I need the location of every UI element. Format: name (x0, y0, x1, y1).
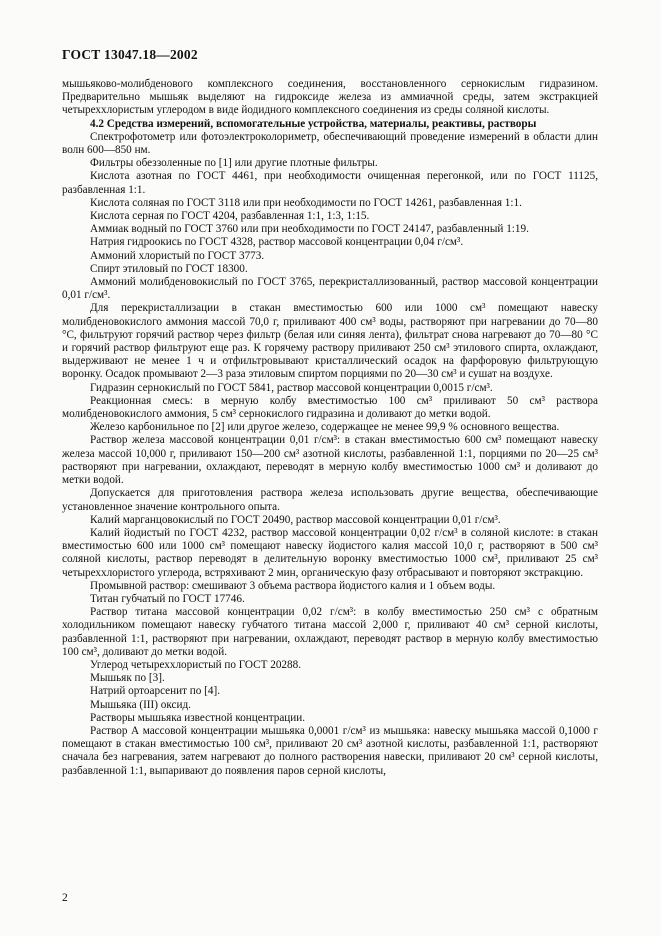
paragraph: Мышьяк по [3]. (90, 672, 165, 685)
paragraph: Железо карбонильное по [2] или другое железо, содержащее не менее 99,9 % основного вещества. (90, 421, 560, 434)
paragraph: Кислота азотная по ГОСТ 4461, при необходимости очищенная перегонкой, или по ГОСТ 11125, разбавленная 1:1. (62, 170, 598, 196)
paragraph: мышьяково-молибденового комплексного соединения, восстановленного сернокислым гидразином. Предварительно мышьяк выделяют на гидроксиде железа из аммиачной среды, затем экстракцией четыреххлористым углеродом в виде йодидного комплексного соединения из среды соляной кислоты. (62, 78, 598, 117)
page-header: ГОСТ 13047.18—2002 (62, 47, 198, 62)
paragraph: Углерод четыреххлористый по ГОСТ 20288. (90, 658, 302, 671)
paragraph: Реакционная смесь: в мерную колбу вместимостью 100 см³ приливают 50 см³ раствора молибденовокислого аммония, 5 см³ сернокислого гидразина и доливают до метки водой. (62, 394, 598, 421)
paragraph: Для перекристаллизации в стакан вместимостью 600 или 1000 см³ помещают навеску молибденовокислого аммония массой 70,0 г, приливают 400 см³ воды, растворяют при нагревании до 70—80 °С, фильтруют горячий раствор через фильтр (белая или синяя лента), фильтрат снова нагревают до 70—80 °С и горячий раствор фильтруют еще раз. К горячему раствору приливают 250 см³ этилового спирта, охлаждают, выдерживают не менее 1 ч и отфильтровывают кристаллический осадок на фарфоровую фильтрующую воронку. Осадок промывают 2—3 раза этиловым спиртом порциями по 20—30 см³ и сушат на воздухе. (62, 302, 598, 381)
page-number: 2 (62, 892, 68, 904)
paragraph: Растворы мышьяка известной концентрации. (90, 711, 306, 724)
paragraph: Аммоний молибденовокислый по ГОСТ 3765, перекристаллизованный, раствор массовой концентрации 0,01 г/см³. (62, 276, 598, 302)
paragraph: Кислота соляная по ГОСТ 3118 или при необходимости по ГОСТ 14261, разбавленная 1:1. (90, 196, 522, 209)
paragraph: Гидразин сернокислый по ГОСТ 5841, раствор массовой концентрации 0,0015 г/см³. (90, 381, 493, 394)
paragraph: Калий марганцовокислый по ГОСТ 20490, раствор массовой концентрации 0,01 г/см³. (90, 513, 501, 526)
paragraph: Промывной раствор: смешивают 3 объема раствора йодистого калия и 1 объем воды. (90, 579, 496, 592)
paragraph: Аммоний хлористый по ГОСТ 3773. (90, 249, 265, 262)
paragraph: Раствор железа массовой концентрации 0,01 г/см³: в стакан вместимостью 600 см³ помещают навеску железа массой 10,000 г, приливают 150—200 см³ азотной кислоты, разбавленной 1:1, порциями по 20—25 см³ растворяют при нагревании, охлаждают, переводят в мерную колбу вместимостью 1000 см³ и доливают до метки водой. (62, 434, 598, 487)
section-heading: 4.2 Средства измерений, вспомогательные устройства, материалы, реактивы, растворы (90, 117, 537, 130)
paragraph: Спектрофотометр или фотоэлектроколориметр, обеспечивающий проведение измерений в области длин волн 600—850 нм. (62, 130, 598, 157)
paragraph: Натрий ортоарсенит по [4]. (90, 685, 221, 698)
paragraph: Спирт этиловый по ГОСТ 18300. (90, 262, 248, 275)
paragraph: Раствор титана массовой концентрации 0,02 г/см³: в колбу вместимостью 250 см³ с обратным холодильником помещают навеску губчатого титана массой 2,000 г, приливают 40 см³ серной кислоты, разбавленной 1:1, растворяют при нагревании, охлаждают, переводят раствор в мерную колбу вместимостью 100 см³, доливают до метки водой. (62, 606, 598, 658)
paragraph: Аммиак водный по ГОСТ 3760 или при необходимости по ГОСТ 24147, разбавленный 1:19. (90, 223, 529, 236)
paragraph: Фильтры обеззоленные по [1] или другие плотные фильтры. (90, 157, 378, 170)
paragraph: Допускается для приготовления раствора железа использовать другие вещества, обеспечивающие установленное значение контрольного опыта. (62, 487, 598, 513)
paragraph: Кислота серная по ГОСТ 4204, разбавленная 1:1, 1:3, 1:15. (90, 210, 370, 223)
document-body (62, 78, 598, 778)
paragraph: Раствор А массовой концентрации мышьяка 0,0001 г/см³ из мышьяка: навеску мышьяка массой 0,1000 г помещают в стакан вместимостью 100 см³, приливают 20 см³ азотной кислоты, разбавленной 1:1, растворяют сначала без нагревания, затем нагревают до полного растворения навески, приливают 20 см³ серной кислоты, разбавленной 1:1, выпаривают до появления паров серной кислоты, (62, 724, 598, 777)
paragraph: Титан губчатый по ГОСТ 17746. (90, 592, 245, 605)
paragraph: Мышьяка (III) оксид. (90, 698, 191, 711)
paragraph: Калий йодистый по ГОСТ 4232, раствор массовой концентрации 0,02 г/см³ в соляной кислоте: в стакан вместимостью 600 или 1000 см³ помещают навеску йодистого калия массой 10,0 г, растворяют в 500 см³ соляной кислоты, раствор переводят в делительную воронку вместимостью 1000 см³, приливают 25 см³ четыреххлористого углерода, встряхивают 2 мин, органическую фазу отбрасывают и повторяют экстракцию. (62, 526, 598, 579)
paragraph: Натрия гидроокись по ГОСТ 4328, раствор массовой концентрации 0,04 г/см³. (90, 236, 464, 249)
